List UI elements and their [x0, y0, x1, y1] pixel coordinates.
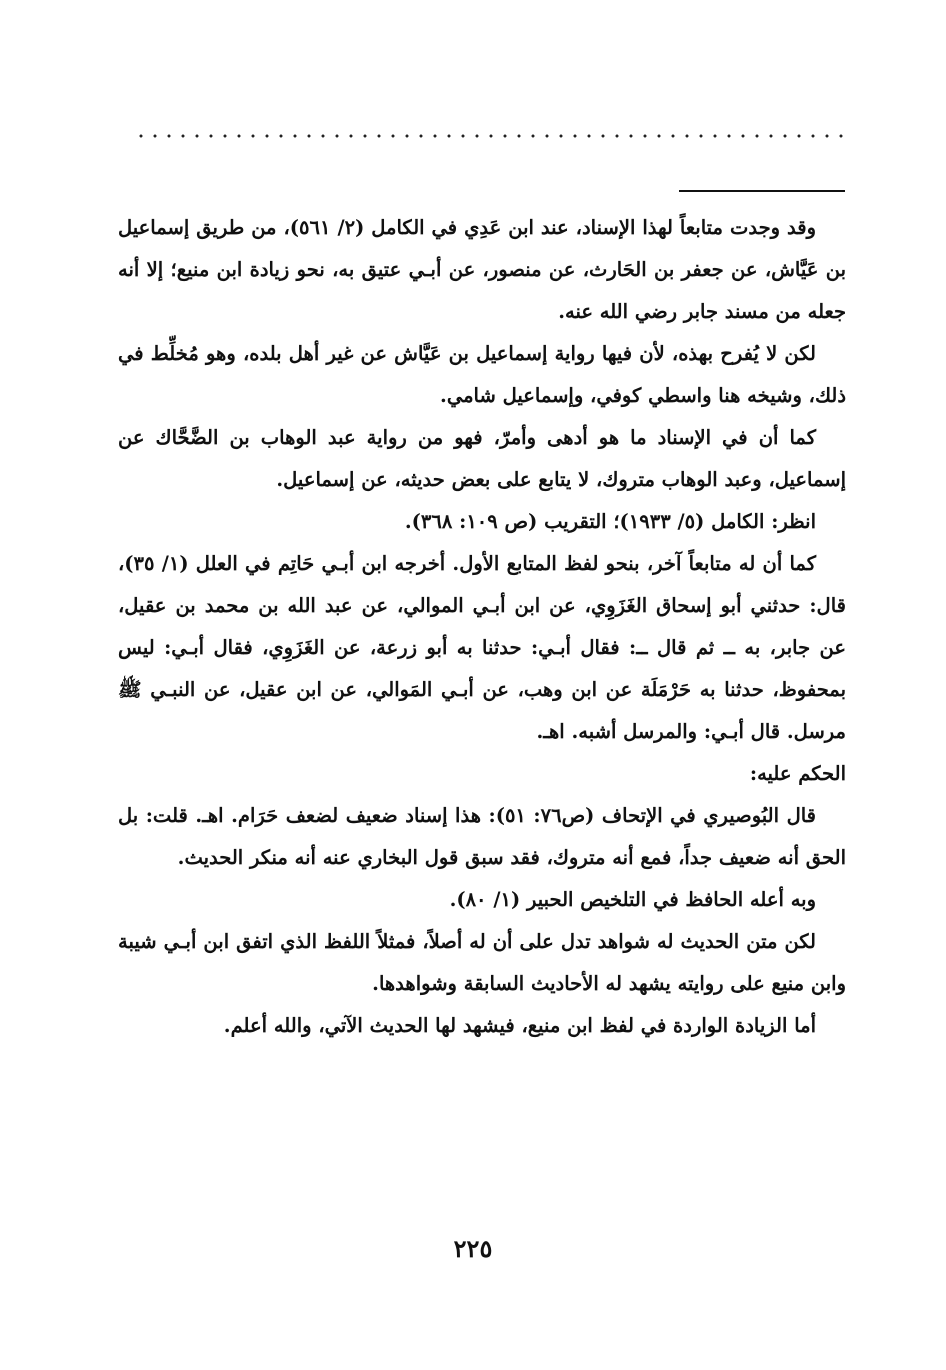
- paragraph: كما أن له متابعاً آخر، بنحو لفظ المتابع الأول. أخرجه ابن أبـي حَاتِم في العلل (١/ ٣٥)، قال: حدثني أبو إسحاق الغَزَوِي، عن ابن أبـي الموالي، عن عبد الله بن محمد بن عقيل، عن جابر، به ــ ثم قال ــ: فقال أبـي: حدثنا به أبو زرعة، عن الغَزَوِي، فقال أبـي: ليس بمحفوظ، حدثنا به حَرْمَلَة عن ابن وهب، عن أبـي المَوالي، عن ابن عقيل، عن النبـي ﷺ مرسل. قال أبـي: والمرسل أشبه. اهـ.: [118, 552, 846, 743]
- paragraph: انظر: الكامل (٥/ ١٩٣٣)؛ التقريب (ص ١٠٩: ٣٦٨).: [404, 510, 816, 533]
- section-heading: الحكم عليه:: [749, 762, 846, 785]
- page-body: [118, 207, 846, 1047]
- paragraph: وبه أعله الحافظ في التلخيص الحبير (١/ ٨٠).: [449, 888, 816, 911]
- paragraph: وقد وجدت متابعاً لهذا الإسناد، عند ابن عَدِي في الكامل (٢/ ٥٦١)، من طريق إسماعيل بن عَيَّاش، عن جعفر بن الحَارث، عن منصور، عن أبـي عتيق به، نحو زيادة ابن منيع؛ إلا أنه جعله من مسند جابر رضي الله عنه.: [118, 216, 846, 323]
- dotted-separator: [134, 132, 846, 140]
- paragraph: أما الزيادة الواردة في لفظ ابن منيع، فيشهد لها الحديث الآتي، والله أعلم.: [223, 1014, 816, 1037]
- paragraph: كما أن في الإسناد ما هو أدهى وأمرّ، فهو من رواية عبد الوهاب بن الضَّحَّاك عن إسماعيل، وعبد الوهاب متروك، لا يتابع على بعض حديثه، عن إسماعيل.: [118, 426, 846, 491]
- paragraph: لكن متن الحديث له شواهد تدل على أن له أصلاً، فمثلاً اللفظ الذي اتفق ابن أبـي شيبة وابن منيع على روايته يشهد له الأحاديث السابقة وشواهدها.: [118, 930, 846, 995]
- footnote-rule: [679, 190, 845, 192]
- paragraph: لكن لا يُفرح بهذه، لأن فيها رواية إسماعيل بن عَيَّاش عن غير أهل بلده، وهو مُخلِّط في ذلك، وشيخه هنا واسطي كوفي، وإسماعيل شامي.: [118, 342, 846, 407]
- page-number: ٢٢٥: [453, 1234, 493, 1263]
- paragraph: قال البُوصيري في الإتحاف (ص٧٦: ٥١): هذا إسناد ضعيف لضعف حَرَام. اهـ. قلت: بل الحق أنه ضعيف جداً، فمع أنه متروك، فقد سبق قول البخاري عنه أنه منكر الحديث.: [118, 804, 846, 869]
